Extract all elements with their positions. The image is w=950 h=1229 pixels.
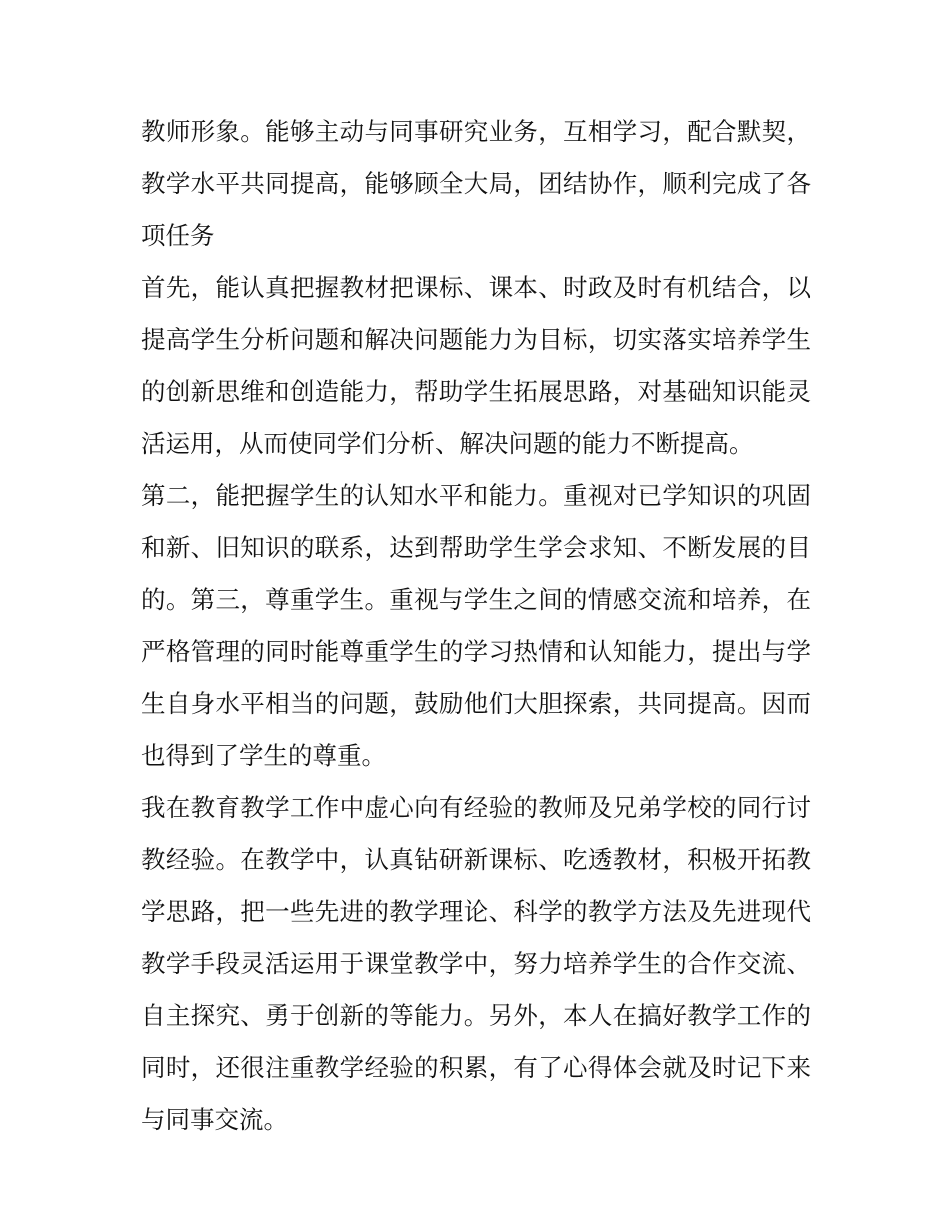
paragraph-3: 第二，能把握学生的认知水平和能力。重视对已学知识的巩固和新、旧知识的联系，达到帮助学生学会求知、不断发展的目的。第三，尊重学生。重视与学生之间的情感交流和培养，在严格管理的同时能尊重学生的学习热情和认知能力，提出与学生自身水平相当的问题，鼓励他们大胆探索，共同提高。因而也得到了学生的尊重。 [141,481,811,770]
paragraph-1: 教师形象。能够主动与同事研究业务，互相学习，配合默契，教学水平共同提高，能够顾全大局，团结协作，顺利完成了各项任务 [141,117,811,250]
paragraph-2: 首先，能认真把握教材把课标、课本、时政及时有机结合，以提高学生分析问题和解决问题能力为目标，切实落实培养学生的创新思维和创造能力，帮助学生拓展思路，对基础知识能灵活运用，从而使同学们分析、解决问题的能力不断提高。 [141,273,811,458]
document-body [141,106,811,1146]
paragraph-4: 我在教育教学工作中虚心向有经验的教师及兄弟学校的同行讨教经验。在教学中，认真钻研新课标、吃透教材，积极开拓教学思路，把一些先进的教学理论、科学的教学方法及先进现代教学手段灵活运用于课堂教学中，努力培养学生的合作交流、自主探究、勇于创新的等能力。另外，本人在搞好教学工作的同时，还很注重教学经验的积累，有了心得体会就及时记下来与同事交流。 [141,793,811,1134]
